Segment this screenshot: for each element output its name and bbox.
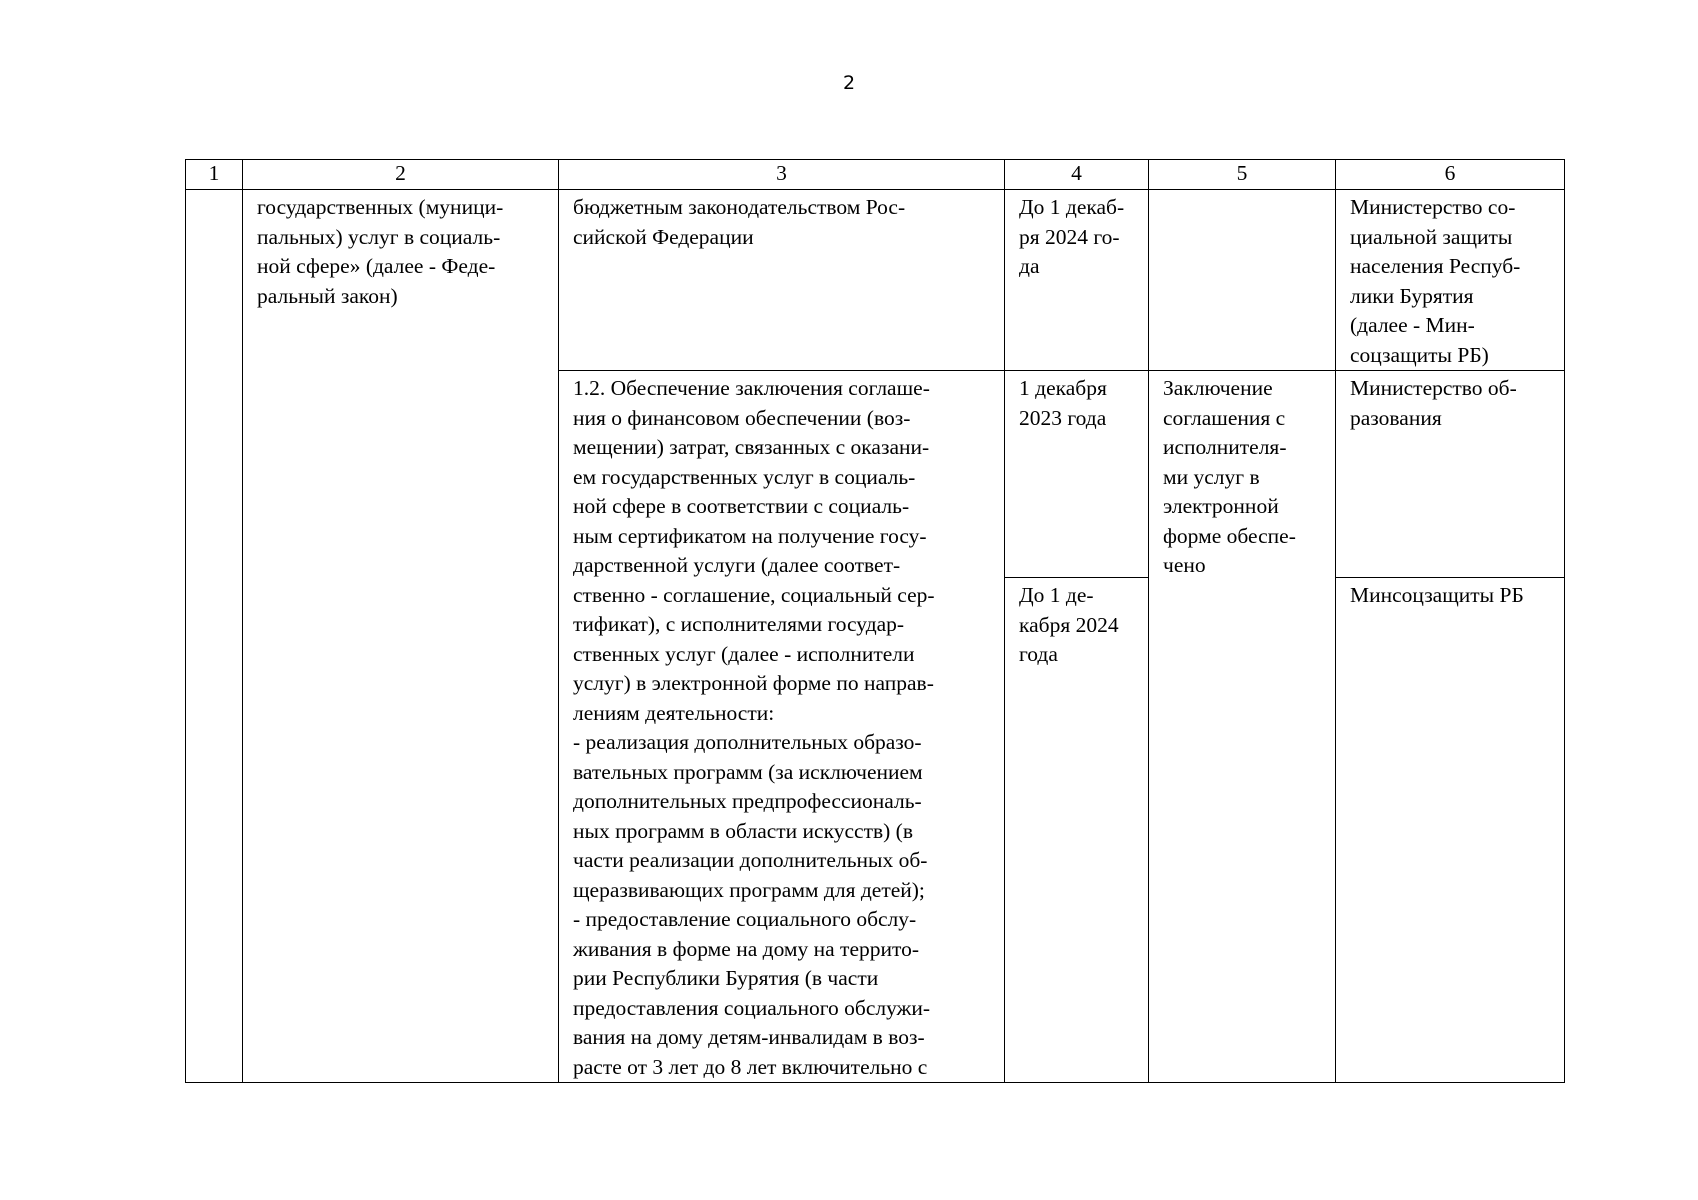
measure-text: 1.2. Обеспечение заключения соглаше- ния о финансовом обеспечении (воз- мещении) затрат, связанных с оказани- ем государственных услуг в социаль- ной сфере в соответствии с социаль- ным сертификатом на получение госу- дарственной услуги (далее соответ- ственно - соглашение, социальный сер- тификат), с исполнителями государ- ственных услуг (далее - исполнители услуг) в электронной форме по направ- лениям деятельности: - реализация дополнительных образо- вательных программ (за исключением дополнительных предпрофессиональ- ных программ в области искусств) (в части реализации дополнительных об- щеразвивающих программ для детей); - предоставление социального обслу- живания в форме на дому на террито- рии Республики Бурятия (в части предоставления социального обслужи- вания на дому детям-инвалидам в воз- расте от 3 лет до 8 лет включительно с [573, 376, 935, 1079]
header-cell-3: 3 [559, 160, 1005, 190]
responsible-cell [1336, 371, 1565, 578]
responsible-text: Министерство со- циальной защиты населения Респуб- лики Бурятия (далее - Мин- соцзащиты РБ) [1350, 195, 1521, 367]
responsible-cell [1336, 190, 1565, 371]
deadline-text: До 1 декаб- ря 2024 го- да [1019, 195, 1125, 278]
table-header-row [186, 160, 1565, 190]
deadline-cell [1005, 371, 1149, 578]
deadline-text: До 1 де- кабря 2024 года [1019, 583, 1119, 667]
table-row [186, 190, 1565, 371]
header-cell-6: 6 [1336, 160, 1565, 190]
page-number: 2 [842, 72, 856, 94]
responsible-text: Министерство об- разования [1350, 376, 1517, 430]
header-cell-4: 4 [1005, 160, 1149, 190]
result-cell [1149, 371, 1336, 1083]
deadline-cell [1005, 190, 1149, 371]
deadline-cell [1005, 578, 1149, 1083]
legal-basis-cell [243, 190, 559, 1083]
measure-text: бюджетным законодательством Рос- сийской Федерации [573, 195, 906, 249]
header-cell-2: 2 [243, 160, 559, 190]
legal-basis-text: государственных (муници- пальных) услуг в социаль- ной сфере» (далее - Феде- ральный закон) [257, 195, 504, 308]
result-text: Заключение соглашения с исполнителя- ми услуг в электронной форме обеспе- чено [1163, 376, 1296, 577]
measures-table [185, 159, 1565, 1083]
measure-cell [559, 371, 1005, 1083]
responsible-text: Минсоцзащиты РБ [1350, 583, 1524, 608]
header-cell-1: 1 [186, 160, 243, 190]
measure-cell [559, 190, 1005, 371]
deadline-text: 1 декабря 2023 года [1019, 376, 1107, 430]
number-cell [186, 190, 243, 1083]
header-cell-5: 5 [1149, 160, 1336, 190]
result-cell [1149, 190, 1336, 371]
responsible-cell [1336, 578, 1565, 1083]
